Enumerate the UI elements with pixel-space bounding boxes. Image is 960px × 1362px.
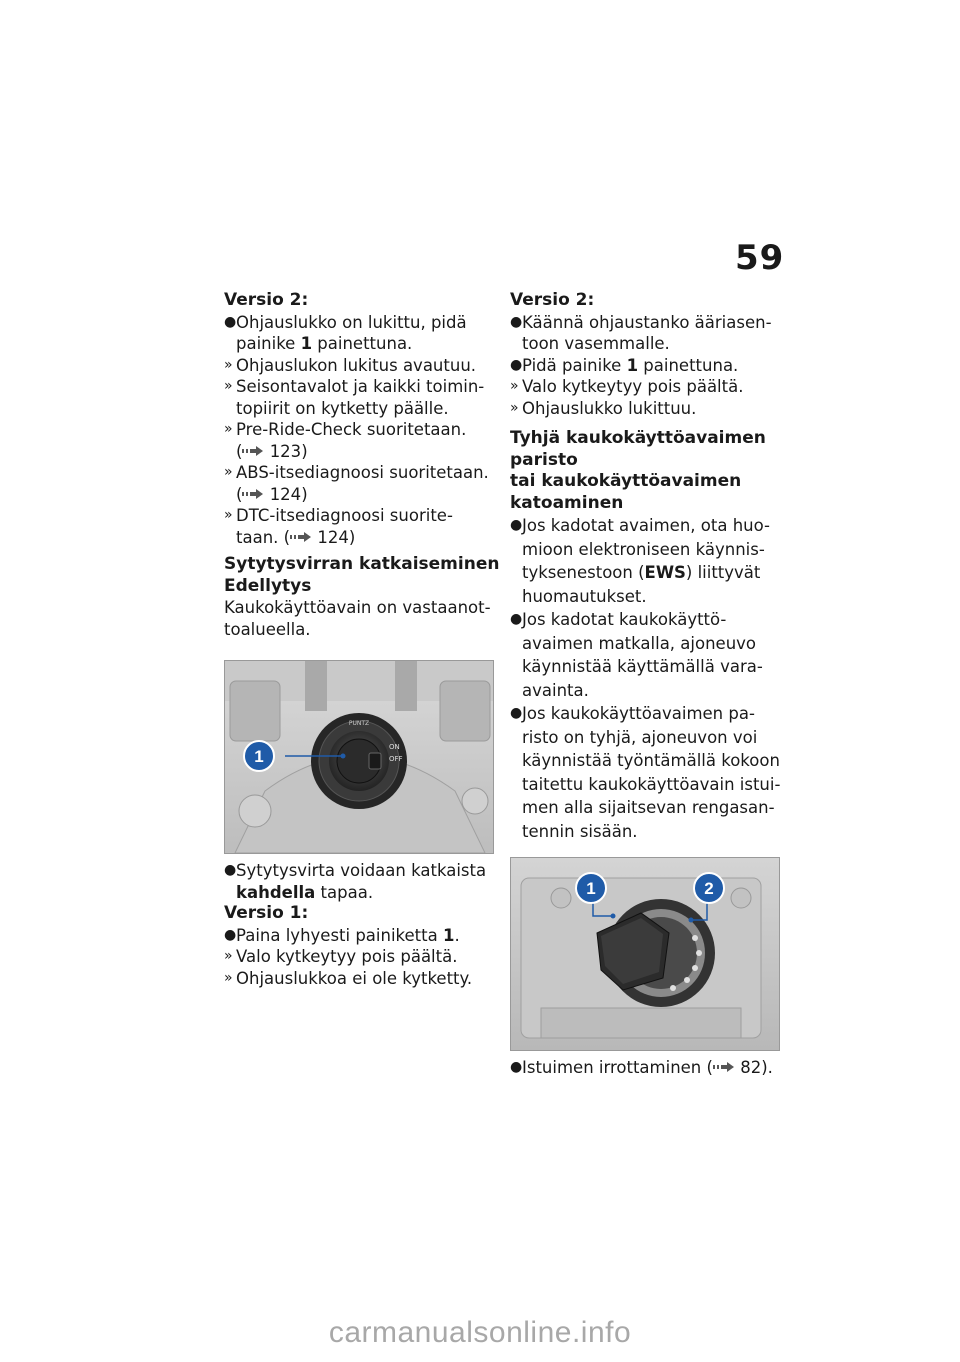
result-item: » Seisontavalot ja kaikki toimin- (224, 377, 485, 396)
page-reference[interactable]: 82 (740, 1058, 762, 1077)
bullet-item: ● Pidä painike 1 painettuna. (510, 355, 739, 375)
section-heading: tai kaukokäyttöavaimen (510, 471, 742, 491)
ring-antenna-figure (510, 857, 780, 1051)
bullet-item: ● Istuimen irrottaminen ( 82). (510, 1058, 773, 1077)
result-marker-icon: » (224, 421, 233, 437)
result-marker-icon: » (224, 464, 233, 480)
right-column (510, 290, 782, 1079)
section-heading: Sytytysvirran katkaiseminen (224, 554, 500, 574)
versio-1-heading: Versio 1: (224, 903, 309, 923)
result-marker-icon: » (510, 378, 519, 394)
bullet-continuation: tennin sisään. (522, 821, 638, 841)
condition-text: toalueella. (224, 619, 311, 639)
ignition-switch-illustration (225, 661, 493, 853)
result-item: » Valo kytkeytyy pois päältä. (510, 377, 744, 396)
result-item: » Ohjauslukon lukitus avautuu. (224, 355, 477, 375)
bullet-icon: ● (510, 356, 523, 373)
condition-text: Kaukokäyttöavain on vastaanot- (224, 598, 491, 617)
versio-2-heading: Versio 2: (224, 290, 309, 310)
bullet-icon: ● (224, 926, 237, 943)
bullet-continuation: taitettu kaukokäyttöavain istui- (522, 774, 781, 794)
bullet-item: ● Ohjauslukko on lukittu, pidä (224, 312, 467, 332)
section-heading: Tyhjä kaukokäyttöavaimen (510, 428, 766, 448)
callout-1: 1 (254, 747, 264, 766)
bullet-continuation: toon vasemmalle. (522, 334, 670, 353)
bullet-item: ● Jos kaukokäyttöavaimen pa- (510, 702, 782, 726)
result-marker-icon: » (224, 507, 233, 523)
page-reference[interactable]: ( 124) (236, 484, 308, 504)
page-reference[interactable]: ( 123) (236, 441, 308, 461)
ignition-switch-figure (224, 660, 494, 854)
bullet-continuation: kahdella tapaa. (236, 882, 374, 902)
result-item: » Ohjauslukkoa ei ole kytketty. (224, 968, 473, 988)
bullet-continuation: käynnistää työntämällä kokoon (522, 751, 780, 770)
result-item: » Valo kytkeytyy pois päältä. (224, 947, 458, 966)
bullet-continuation: avainta. (522, 680, 589, 700)
bullet-continuation: painike 1 painettuna. (236, 334, 413, 353)
callout-1: 1 (586, 879, 596, 898)
result-item: » ABS-itsediagnoosi suoritetaan. (224, 463, 489, 482)
bullet-item: ● Käännä ohjaustanko ääriasen- (510, 312, 772, 332)
left-column (224, 290, 500, 989)
result-marker-icon: » (224, 948, 233, 964)
result-continuation: taan. ( 124) (236, 527, 356, 547)
page-ref-arrow-icon (242, 446, 264, 456)
result-item: » Ohjauslukko lukittuu. (510, 398, 697, 418)
bullet-icon: ● (224, 313, 237, 330)
svg-text:PUNTZ: PUNTZ (348, 720, 370, 727)
bullet-icon: ● (510, 611, 523, 627)
result-item: » Pre-Ride-Check suoritetaan. (224, 420, 467, 439)
callout-2: 2 (704, 879, 714, 898)
versio-2-heading: Versio 2: (510, 290, 595, 310)
watermark: carmanualsonline.info (328, 1316, 632, 1349)
page-ref-arrow-icon (713, 1062, 735, 1072)
page-reference[interactable]: 124 (317, 527, 349, 547)
bullet-item: ● Jos kadotat kaukokäyttö- (510, 608, 782, 632)
bullet-icon: ● (510, 313, 523, 330)
bullet-item: ● Paina lyhyesti painiketta 1. (224, 925, 460, 945)
bullet-continuation: tyksenestoon (EWS) liittyvät (522, 563, 761, 582)
svg-text:OFF: OFF (389, 755, 403, 763)
section-heading: paristo (510, 449, 578, 470)
result-marker-icon: » (224, 378, 233, 394)
page-ref-arrow-icon (242, 489, 264, 499)
svg-text:ON: ON (389, 743, 400, 751)
page-ref-arrow-icon (290, 532, 312, 542)
page-number: 59 (735, 238, 785, 278)
result-continuation: topiirit on kytketty päälle. (236, 398, 449, 418)
section-heading: katoaminen (510, 492, 624, 513)
bullet-continuation: avaimen matkalla, ajoneuvo (522, 633, 757, 653)
bullet-continuation: risto on tyhjä, ajoneuvon voi (522, 727, 758, 747)
bullet-continuation: mioon elektroniseen käynnis- (522, 539, 765, 559)
bullet-icon: ● (510, 1059, 523, 1075)
bullet-icon: ● (510, 517, 523, 533)
result-marker-icon: » (510, 399, 519, 416)
result-marker-icon: » (224, 356, 233, 373)
bullet-continuation: men alla sijaitsevan rengasan- (522, 798, 775, 817)
bullet-icon: ● (224, 862, 237, 878)
result-marker-icon: » (224, 969, 233, 986)
bullet-icon: ● (510, 705, 523, 721)
bullet-continuation: huomautukset. (522, 586, 647, 606)
ring-antenna-illustration (511, 858, 779, 1050)
bullet-continuation: käynnistää käyttämällä vara- (522, 657, 763, 676)
result-item: » DTC-itsediagnoosi suorite- (224, 506, 453, 525)
bullet-item: ● Jos kadotat avaimen, ota huo- (510, 514, 782, 538)
subsection-heading: Edellytys (224, 575, 312, 596)
bullet-item: ● Sytytysvirta voidaan katkaista (224, 861, 487, 880)
